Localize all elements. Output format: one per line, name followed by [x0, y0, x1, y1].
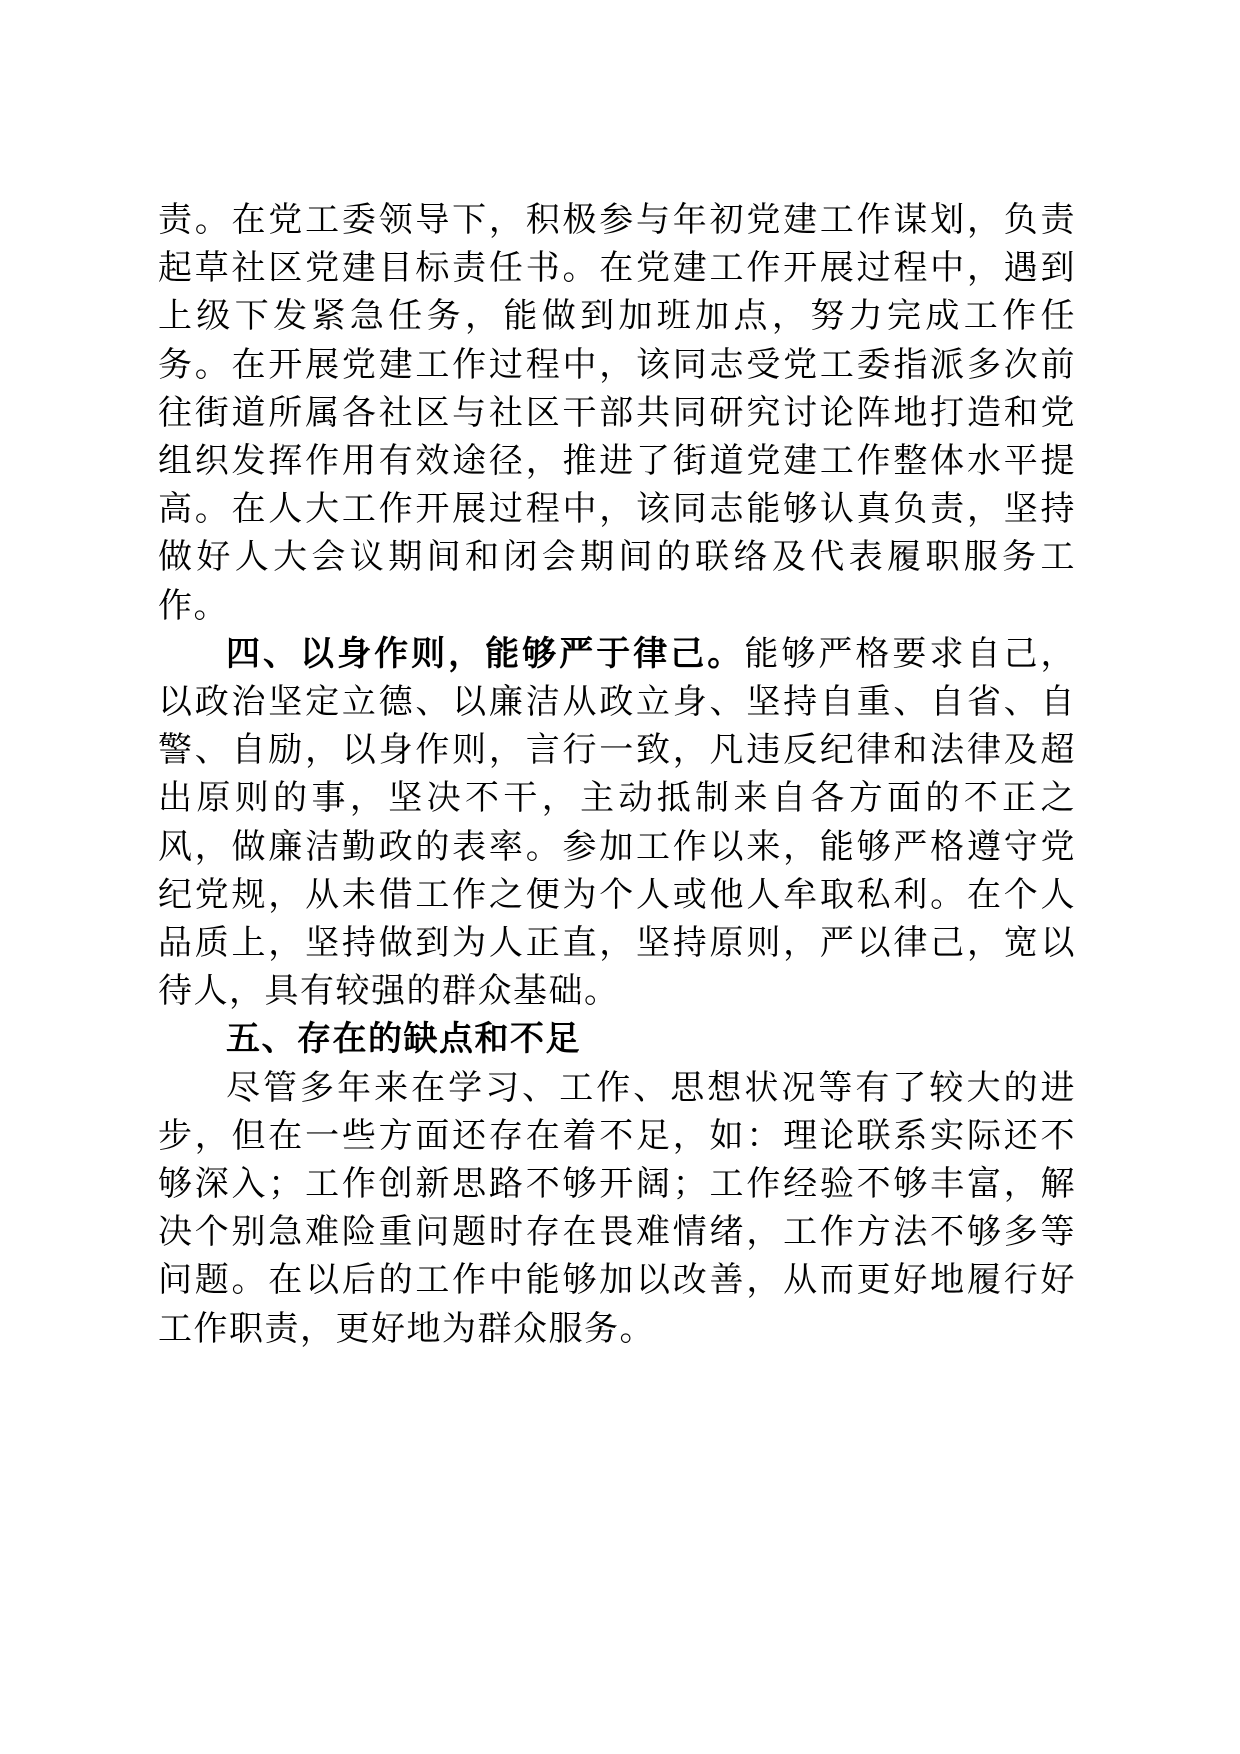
section-heading-five: 五、存在的缺点和不足	[226, 1019, 581, 1060]
paragraph-text: 尽管多年来在学习、工作、思想状况等有了较大的进步，但在一些方面还存在着不足，如：理论联系实际还不够深入；工作创新思路不够开阔；工作经验不够丰富，解决个别急难险重问题时存在畏难情绪，工作方法不够多等问题。在以后的工作中能够加以改善，从而更好地履行好工作职责，更好地为群众服务。	[158, 1067, 1076, 1349]
paragraph-text: 责。在党工委领导下，积极参与年初党建工作谋划，负责起草社区党建目标责任书。在党建工作开展过程中，遇到上级下发紧急任务，能做到加班加点，努力完成工作任务。在开展党建工作过程中，该同志受党工委指派多次前往街道所属各社区与社区干部共同研究讨论阵地打造和党组织发挥作用有效途径，推进了街道党建工作整体水平提高。在人大工作开展过程中，该同志能够认真负责，坚持做好人大会议期间和闭会期间的联络及代表履职服务工作。	[158, 200, 1076, 626]
paragraph-text: 能够严格要求自己，以政治坚定立德、以廉洁从政立身、坚持自重、自省、自警、自励，以身作则，言行一致，凡违反纪律和法律及超出原则的事，坚决不干，主动抵制来自各方面的不正之风，做廉洁勤政的表率。参加工作以来，能够严格遵守党纪党规，从未借工作之便为个人或他人牟取私利。在个人品质上，坚持做到为人正直，坚持原则，严以律己，宽以待人，具有较强的群众基础。	[158, 633, 1077, 1012]
paragraph-shortcomings	[158, 1064, 1076, 1353]
section-heading-four: 四、以身作则，能够严于律己。	[226, 633, 745, 674]
paragraph-self-discipline	[158, 630, 1076, 1016]
document-page	[158, 196, 1076, 1353]
paragraph-party-building	[158, 196, 1076, 630]
